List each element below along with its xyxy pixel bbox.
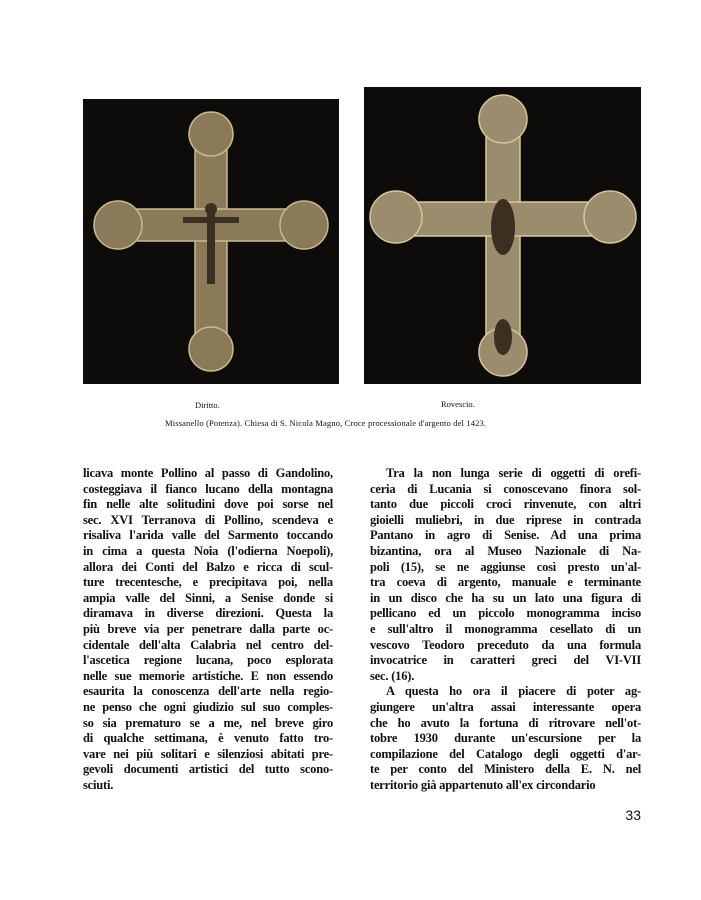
- photo-cross-back: [364, 87, 641, 384]
- text-line: risaliva l'arida valle del Sarmento toccando: [83, 528, 333, 543]
- text-line: nelle sue memorie artistiche. E non essendo: [83, 668, 333, 683]
- text-line: in un disco che ha su un lato una figura di: [370, 590, 641, 605]
- text-line: giungere un'altra assai interessante opera: [370, 699, 641, 714]
- text-line: tobre 1930 durante un'escursione per la: [370, 731, 641, 746]
- text-line: sec. (16).: [370, 668, 415, 683]
- text-line: e sull'altro il monogramma cesellato di un: [370, 621, 641, 636]
- text-column-right: [370, 466, 641, 823]
- text-column-right-lines: [370, 466, 641, 793]
- text-line: licava monte Pollino al passo di Gandolino,: [83, 466, 333, 480]
- text-line: poli (15), se ne aggiunse così presto un'al-: [370, 559, 641, 574]
- text-line: territorio già appartenuto all'ex circondario: [370, 777, 596, 792]
- text-column-left: [83, 466, 333, 793]
- photo-cross-front: [83, 99, 339, 384]
- text-line: cidentale dell'alta Calabria nel centro del-: [83, 637, 333, 652]
- text-line: gevoli documenti artistici del tutto scono-: [83, 762, 333, 777]
- processional-cross-back-image: [364, 87, 641, 384]
- photo-label-back: Rovescio.: [441, 399, 475, 409]
- text-line: ampia valle del Sinni, a Senise donde si: [83, 590, 333, 605]
- text-line: sciuti.: [83, 777, 114, 792]
- text-line: vare nei più solitari e silenziosi abitati pre-: [83, 746, 333, 761]
- text-line: gioielli muliebri, in due riprese in contrada: [370, 512, 641, 527]
- text-line: più breve via per penetrare dalla parte oc-: [83, 621, 333, 636]
- text-line: so sia prematuro se a me, nel breve giro: [83, 715, 333, 730]
- text-line: costeggiava il fianco lucano della montagna: [83, 481, 333, 496]
- text-line: allora dei Conti del Balzo e ricca di scul-: [83, 559, 333, 574]
- text-line: ne penso che ogni giudizio sul suo comples-: [83, 699, 333, 714]
- text-line: tra coeva di argento, manuale e terminante: [370, 575, 641, 590]
- text-line: ceria di Lucania si conoscevano finora sol-: [370, 481, 641, 496]
- processional-cross-front-image: [83, 99, 339, 384]
- text-line: te per conto del Ministero della E. N. nel: [370, 762, 641, 777]
- text-line: sec. XVI Terranova di Pollino, scendeva e: [83, 512, 333, 527]
- text-line: ture trecentesche, e precipitava poi, nella: [83, 575, 333, 590]
- text-line: che ho avuto la fortuna di ritrovare nell'ot-: [370, 715, 641, 730]
- text-line: diramava in diverse direzioni. Questa la: [83, 606, 333, 621]
- text-line: Tra la non lunga serie di oggetti di orefi-: [386, 466, 641, 480]
- text-line: vescovo Teodoro preceduto da una formula: [370, 637, 641, 652]
- text-line: pellicano ed un piccolo monogramma inciso: [370, 606, 641, 621]
- text-line: fin nelle alte solitudini dove poi sorse nel: [83, 497, 333, 512]
- text-line: in cima a questa Noia (l'odierna Noepoli),: [83, 543, 333, 558]
- text-line: bizantina, ora al Museo Nazionale di Na-: [370, 543, 641, 558]
- page-number: 33: [625, 807, 641, 824]
- text-line: invocatrice in caratteri greci del VI-VII: [370, 653, 641, 668]
- text-line: esaurita la conoscenza dell'arte nella regio-: [83, 684, 333, 699]
- text-line: Pantano in agro di Senise. Ad una prima: [370, 528, 641, 543]
- text-line: l'ascetica regione lucana, poco esplorata: [83, 653, 333, 668]
- text-line: compilazione del Catalogo degli oggetti d'ar-: [370, 746, 641, 761]
- figure-caption: Missanello (Potenza). Chiesa di S. Nicola Magno, Croce processionale d'argento del 1423.: [165, 418, 487, 428]
- text-line: tanto due piccoli croci rinvenute, con altri: [370, 497, 641, 512]
- photo-label-front: Diritto.: [195, 400, 220, 410]
- text-line: A questa ho ora il piacere di poter ag-: [386, 684, 641, 699]
- text-line: di qualche settimana, è venuto fatto tro-: [83, 731, 333, 746]
